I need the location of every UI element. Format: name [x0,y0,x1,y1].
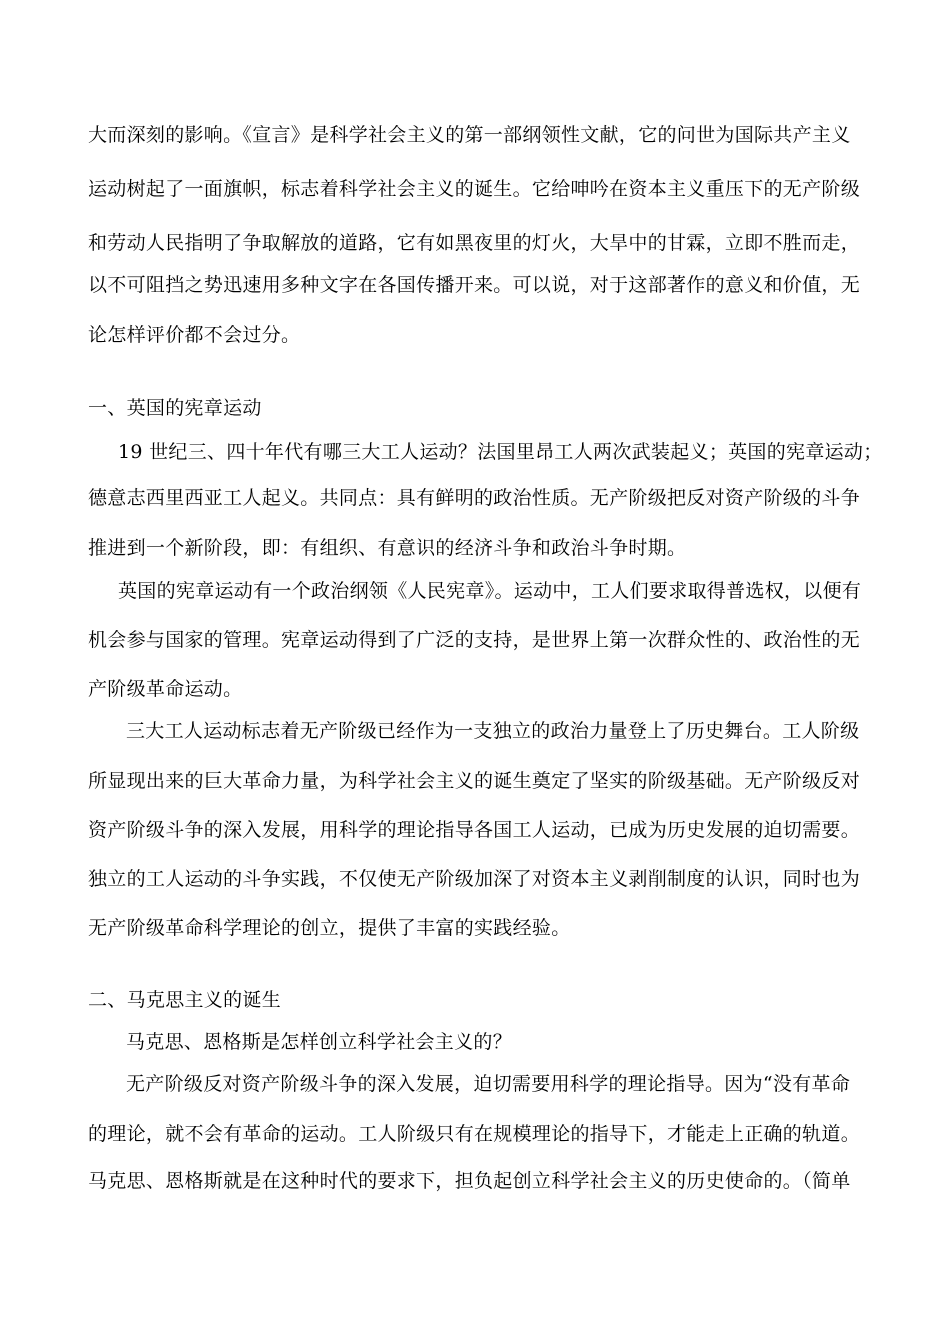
paragraph-line: 马克思、恩格斯就是在这种时代的要求下，担负起创立科学社会主义的历史使命的。（简单 [88,1170,851,1192]
paragraph-line: 三大工人运动标志着无产阶级已经作为一支独立的政治力量登上了历史舞台。工人阶级 [126,720,860,742]
section-heading-chartist-movement: 一、英国的宪章运动 [88,397,262,419]
paragraph-line: 所显现出来的巨大革命力量，为科学社会主义的诞生奠定了坚实的阶级基础。无产阶级反对 [88,770,861,792]
paragraph-line: 无产阶级革命科学理论的创立，提供了丰富的实践经验。 [88,917,571,939]
paragraph-line: 19 世纪三、四十年代有哪三大工人运动？法国里昂工人两次武装起义；英国的宪章运动； [118,441,883,463]
paragraph-line: 论怎样评价都不会过分。 [88,324,301,346]
paragraph-line: 以不可阻挡之势迅速用多种文字在各国传播开来。可以说，对于这部著作的意义和价值，无 [88,274,861,296]
question-line: 马克思、恩格斯是怎样创立科学社会主义的？ [126,1031,513,1053]
paragraph-line: 资产阶级斗争的深入发展，用科学的理论指导各国工人运动，已成为历史发展的迫切需要。 [88,819,861,841]
paragraph-line: 德意志西里西亚工人起义。共同点：具有鲜明的政治性质。无产阶级把反对资产阶级的斗争 [88,487,861,509]
paragraph-line: 大而深刻的影响。《宣言》是科学社会主义的第一部纲领性文献，它的问世为国际共产主义 [88,124,851,146]
paragraph-line: 英国的宪章运动有一个政治纲领《人民宪章》。运动中，工人们要求取得普选权，以便有 [118,580,862,602]
paragraph-line: 的理论，就不会有革命的运动。工人阶级只有在规模理论的指导下，才能走上正确的轨道。 [88,1123,861,1145]
paragraph-line: 独立的工人运动的斗争实践，不仅使无产阶级加深了对资本主义剥削制度的认识，同时也为 [88,868,861,890]
section-heading-birth-of-marxism: 二、马克思主义的诞生 [88,989,282,1011]
paragraph-line: 无产阶级反对资产阶级斗争的深入发展，迫切需要用科学的理论指导。因为“没有革命 [126,1073,851,1095]
paragraph-line: 和劳动人民指明了争取解放的道路，它有如黑夜里的灯火，大旱中的甘霖，立即不胜而走， [88,232,861,254]
paragraph-line: 机会参与国家的管理。宪章运动得到了广泛的支持，是世界上第一次群众性的、政治性的无 [88,629,861,651]
paragraph-line: 推进到一个新阶段，即：有组织、有意识的经济斗争和政治斗争时期。 [88,537,687,559]
paragraph-line: 产阶级革命运动。 [88,678,243,700]
paragraph-line: 运动树起了一面旗帜，标志着科学社会主义的诞生。它给呻吟在资本主义重压下的无产阶级 [88,178,861,200]
